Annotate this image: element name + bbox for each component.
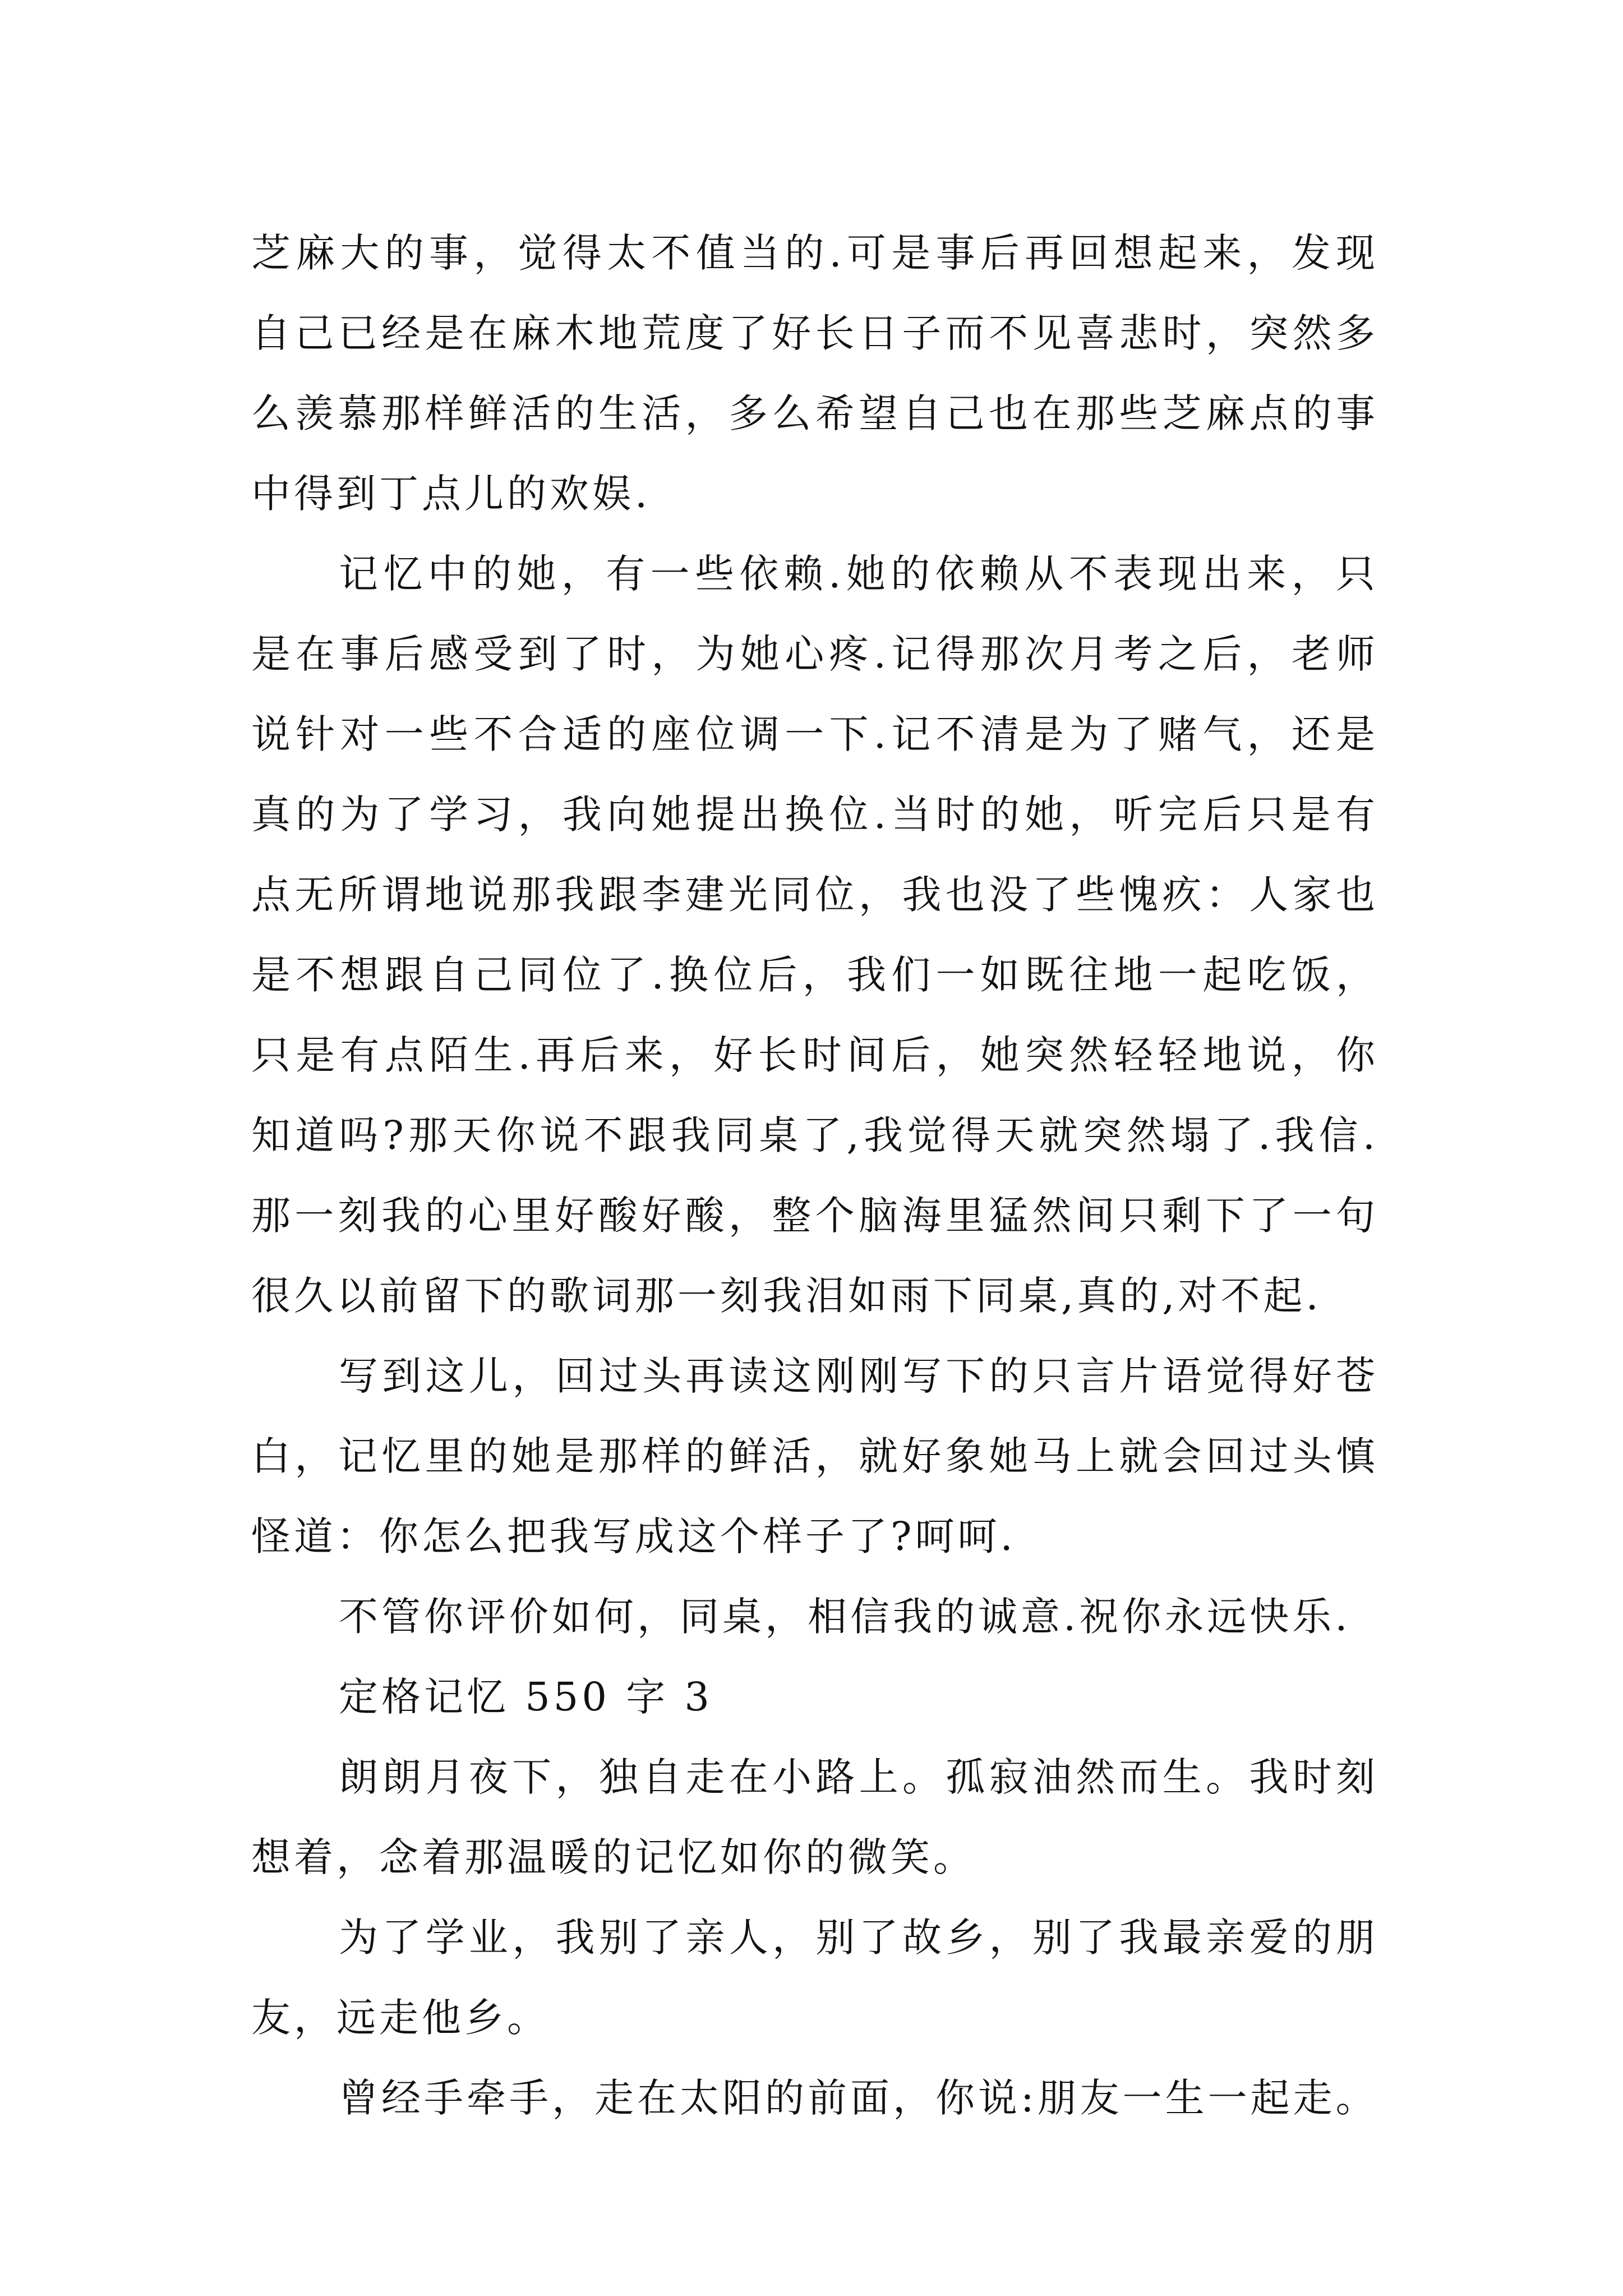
text-line: 自己已经是在麻木地荒度了好长日子而不见喜悲时，突然多 [251,310,1378,356]
text-line: 芝麻大的事，觉得太不值当的.可是事后再回想起来，发现 [251,230,1378,276]
text-line: 那一刻我的心里好酸好酸，整个脑海里猛然间只剩下了一句 [251,1193,1378,1239]
text-line: 不管你评价如何，同桌，相信我的诚意.祝你永远快乐. [339,1594,1351,1640]
text-line: 只是有点陌生.再后来，好长时间后，她突然轻轻地说，你 [251,1032,1378,1078]
text-line: 记忆中的她，有一些依赖.她的依赖从不表现出来，只 [339,551,1378,597]
text-line: 想着，念着那温暖的记忆如你的微笑。 [251,1834,976,1880]
text-line: 是不想跟自己同位了.换位后，我们一如既往地一起吃饭， [251,952,1378,998]
text-line: 写到这儿，回过头再读这刚刚写下的只言片语觉得好苍 [339,1353,1378,1399]
text-line: 是在事后感受到了时，为她心疼.记得那次月考之后，老师 [251,631,1378,677]
text-line: 怪道：你怎么把我写成这个样子了?呵呵. [251,1513,1016,1559]
text-line: 说针对一些不合适的座位调一下.记不清是为了赌气，还是 [251,711,1378,757]
text-line: 为了学业，我别了亲人，别了故乡，别了我最亲爱的朋 [339,1915,1378,1961]
text-line: 中得到丁点儿的欢娱. [251,471,651,517]
text-line: 知道吗?那天你说不跟我同桌了,我觉得天就突然塌了.我信. [251,1112,1378,1158]
text-line: 定格记忆 550 字 3 [339,1674,713,1720]
text-line: 么羡慕那样鲜活的生活，多么希望自己也在那些芝麻点的事 [251,390,1378,436]
text-line: 曾经手牵手，走在太阳的前面，你说:朋友一生一起走。 [339,2075,1378,2121]
text-line: 点无所谓地说那我跟李建光同位，我也没了些愧疚：人家也 [251,872,1378,918]
text-line: 友，远走他乡。 [251,1995,550,2041]
text-line: 白，记忆里的她是那样的鲜活，就好象她马上就会回过头慎 [251,1433,1378,1479]
text-line: 真的为了学习，我向她提出换位.当时的她，听完后只是有 [251,792,1378,838]
text-line: 朗朗月夜下，独自走在小路上。孤寂油然而生。我时刻 [339,1754,1378,1800]
document-body [251,213,1378,2138]
text-line: 很久以前留下的歌词那一刻我泪如雨下同桌,真的,对不起. [251,1273,1322,1319]
